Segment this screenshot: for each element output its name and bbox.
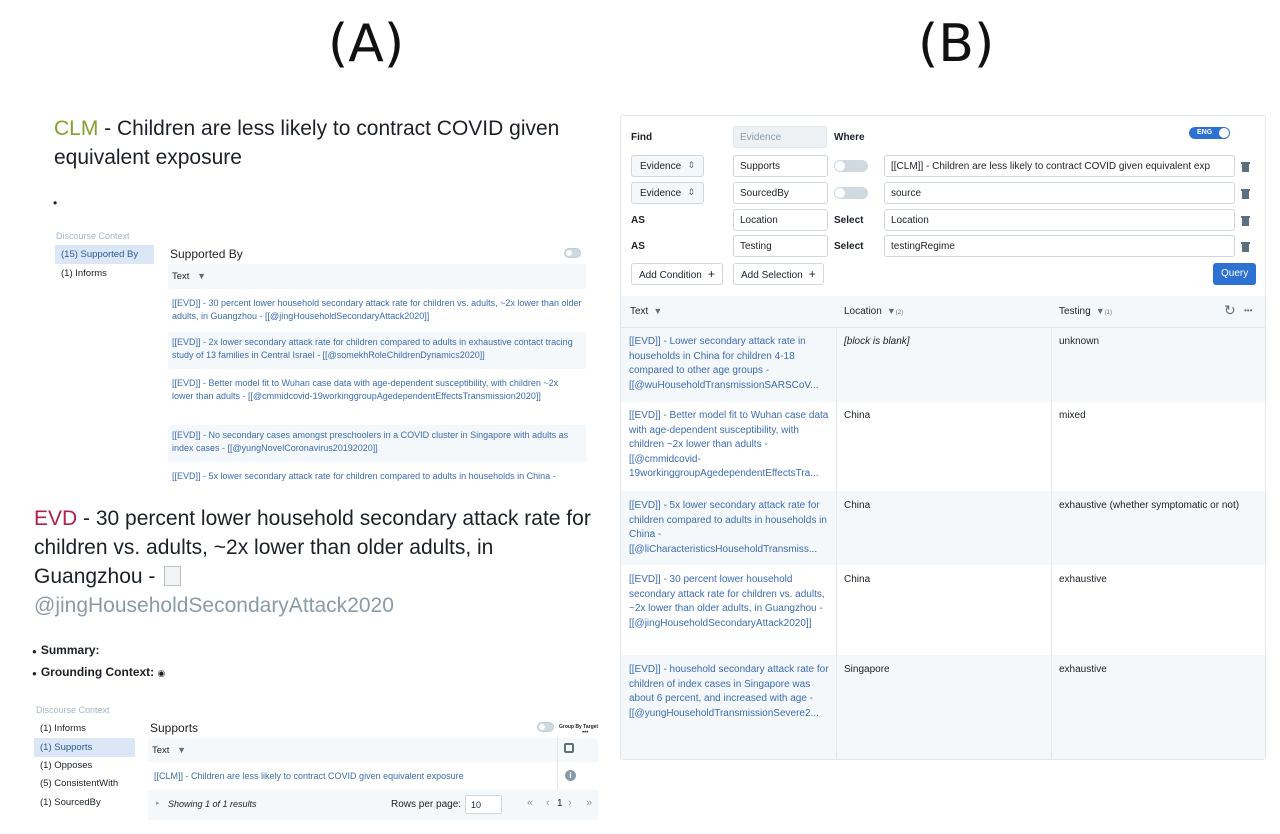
plus-icon: + xyxy=(707,267,715,281)
result-testing-cell[interactable]: unknown xyxy=(1059,336,1100,347)
last-page-button[interactable]: » xyxy=(586,797,593,809)
delete-selection-icon[interactable] xyxy=(1241,241,1250,252)
table-row[interactable]: [[EVD]] - 5x lower secondary attack rate for children compared to adults in households in China - xyxy=(172,471,556,481)
plus-icon: + xyxy=(808,267,816,281)
find-label: Find xyxy=(631,132,653,143)
discourse-context-header: Discourse Context xyxy=(56,231,130,241)
document-icon xyxy=(164,566,181,586)
summary-property xyxy=(32,643,100,657)
result-location-cell[interactable]: Singapore xyxy=(844,664,890,675)
column-divider xyxy=(836,328,837,760)
first-page-button[interactable]: « xyxy=(527,797,534,809)
context-item-sourced-by[interactable]: (1) SourcedBy xyxy=(40,797,101,808)
condition-negate-toggle[interactable] xyxy=(834,187,868,199)
evidence-title xyxy=(34,504,604,620)
results-header xyxy=(621,296,1266,328)
caret-icon: ⇕ xyxy=(687,187,695,197)
filter-icon[interactable]: ▼ xyxy=(197,271,206,281)
showing-results: Showing 1 of 1 results xyxy=(168,799,257,809)
result-text-cell[interactable]: [[EVD]] - household secondary attack rate for children of index cases in Singapore was about 6 percent, and increased with age - [[@yungHouseholdTransmissionSevere2... xyxy=(629,664,829,719)
more-icon[interactable]: ••• xyxy=(582,730,589,736)
current-page[interactable]: 1 xyxy=(557,798,563,809)
claim-title xyxy=(54,114,594,172)
condition-relation-input[interactable]: Supports xyxy=(733,155,828,177)
grounding-property xyxy=(32,665,165,679)
sort-badge: (1) xyxy=(1104,310,1112,316)
discourse-context-header: Discourse Context xyxy=(36,705,110,715)
result-testing-cell[interactable]: exhaustive (whether symptomatic or not) xyxy=(1059,500,1240,511)
filter-icon[interactable]: ▼ xyxy=(886,306,896,316)
evidence-text: - 30 percent lower household secondary attack rate for children vs. adults, ~2x lower than older adults, in Guangzhou - xyxy=(34,507,591,588)
selection-value-input[interactable]: Location xyxy=(884,209,1235,231)
table-row[interactable]: [[EVD]] - 30 percent lower household secondary attack rate for children vs. adults, ~2x lower than older adults, in Guangzhou - [[@jingHouseholdSecondaryAttack2020]] xyxy=(172,298,582,321)
evidence-handle[interactable]: @jingHouseholdSecondaryAttack2020 xyxy=(34,594,394,617)
context-item-informs[interactable]: (1) Informs xyxy=(61,268,107,279)
context-item-opposes[interactable]: (1) Opposes xyxy=(40,760,93,771)
select-label: Select xyxy=(834,241,864,252)
condition-type-select[interactable]: Evidence ⇕ xyxy=(631,155,704,177)
text-column-header[interactable] xyxy=(168,264,586,289)
empty-bullet: • xyxy=(53,196,58,210)
eng-label: ENG xyxy=(1197,129,1213,136)
column-divider xyxy=(557,738,558,790)
filter-icon[interactable]: ▼ xyxy=(177,745,186,755)
column-header-text[interactable]: Text ▼ xyxy=(630,306,663,317)
more-icon[interactable]: ••• xyxy=(1244,306,1253,315)
selection-label-input[interactable]: Location xyxy=(733,209,828,231)
as-label: AS xyxy=(631,241,645,252)
add-condition-button[interactable]: Add Condition + xyxy=(631,263,723,285)
expand-arrow-icon[interactable]: ▸ xyxy=(156,800,160,807)
panel-label-b: (B) xyxy=(918,14,995,74)
result-text-cell[interactable]: [[EVD]] - 30 percent lower household secondary attack rate for children vs. adults, ~2x lower than older adults, in Guangzhou - [[@jingHouseholdSecondaryAttack2020]] xyxy=(629,574,825,629)
table-row[interactable]: [[CLM]] - Children are less likely to contract COVID given equivalent exposure xyxy=(154,771,464,781)
query-button[interactable]: Query xyxy=(1213,263,1256,285)
column-header-testing[interactable]: Testing ▼(1) xyxy=(1059,306,1112,317)
result-location-cell[interactable]: [block is blank] xyxy=(844,336,910,347)
selection-value-input[interactable]: testingRegime xyxy=(884,235,1235,257)
panel-label-a: (A) xyxy=(328,14,405,74)
grounding-label: Grounding Context: xyxy=(40,665,155,679)
caret-icon: ⇕ xyxy=(687,160,695,170)
column-header-location[interactable]: Location ▼(2) xyxy=(844,306,904,317)
group-by-target-toggle[interactable] xyxy=(537,722,554,732)
rows-per-page-input[interactable]: 10 xyxy=(465,795,502,814)
sort-badge: (2) xyxy=(895,310,904,316)
eye-icon[interactable]: ◉ xyxy=(157,668,166,678)
claim-tag: CLM xyxy=(54,117,99,140)
bullet-icon[interactable]: ● xyxy=(32,669,37,678)
condition-target-input[interactable]: source xyxy=(884,182,1235,204)
delete-condition-icon[interactable] xyxy=(1241,161,1250,172)
context-item-supports[interactable]: (1) Supports xyxy=(34,738,135,757)
result-text-cell[interactable]: [[EVD]] - Better model fit to Wuhan case data with age-dependent susceptibility, with children ~2x lower than adults - [[@cmmidcovid-19workinggroupAgedependentEffectsTra... xyxy=(629,410,829,480)
context-item-supported-by[interactable]: (15) Supported By xyxy=(55,245,154,264)
text-column-header[interactable] xyxy=(148,738,598,762)
table-row[interactable]: [[EVD]] - No secondary cases amongst preschoolers in a COVID cluster in Singapore with adults as index cases - [[@yungNovelCoronavirus20192020]] xyxy=(168,425,586,462)
where-label: Where xyxy=(834,132,865,143)
filter-icon[interactable]: ▼ xyxy=(1095,306,1105,316)
text-column-label: Text xyxy=(152,745,170,756)
as-label: AS xyxy=(631,215,645,226)
table-row[interactable]: [[EVD]] - Better model fit to Wuhan case data with age-dependent susceptibility, with children ~2x lower than adults - [[@cmmidcovid-19workinggroupAgedependentEffectsTransmission2020]] xyxy=(172,378,559,401)
supports-title: Supports xyxy=(150,721,199,735)
condition-type-select[interactable]: Evidence ⇕ xyxy=(631,182,704,204)
summary-label: Summary: xyxy=(40,643,100,657)
condition-relation-input[interactable]: SourcedBy xyxy=(733,182,828,204)
query-builder-panel xyxy=(620,115,1266,760)
group-by-target-label: Group By Target xyxy=(559,724,599,730)
refresh-icon[interactable]: ↻ xyxy=(1224,302,1236,318)
column-divider xyxy=(1051,328,1052,760)
result-location-cell[interactable]: China xyxy=(844,574,871,585)
text-column-label: Text xyxy=(172,271,190,282)
condition-negate-toggle[interactable] xyxy=(834,160,868,172)
result-location-cell[interactable]: China xyxy=(844,410,871,421)
group-toggle[interactable] xyxy=(564,248,581,258)
claim-text: - Children are less likely to contract COVID given equivalent exposure xyxy=(54,117,560,169)
bullet-icon[interactable]: ● xyxy=(32,647,37,656)
filter-icon[interactable]: ▼ xyxy=(653,306,663,316)
group-icon[interactable] xyxy=(564,743,574,753)
select-label: Select xyxy=(834,215,864,226)
supported-by-title: Supported By xyxy=(170,247,243,261)
prev-page-button[interactable]: ‹ xyxy=(546,797,550,809)
find-input[interactable]: Evidence xyxy=(733,126,827,148)
eng-toggle[interactable] xyxy=(1189,127,1230,139)
result-location-cell[interactable]: China xyxy=(844,500,871,511)
context-item-informs[interactable]: (1) Informs xyxy=(40,723,86,734)
delete-condition-icon[interactable] xyxy=(1241,188,1250,199)
selection-label-input[interactable]: Testing xyxy=(733,235,828,257)
info-icon[interactable]: i xyxy=(565,770,576,781)
rows-per-page-label: Rows per page: xyxy=(391,799,462,810)
result-text-cell[interactable]: [[EVD]] - Lower secondary attack rate in households in China for children 4-18 compared to other age groups - [[@wuHouseholdTransmissionSARSCoV... xyxy=(629,336,819,391)
delete-selection-icon[interactable] xyxy=(1241,215,1250,226)
next-page-button[interactable]: › xyxy=(568,797,572,809)
result-text-cell[interactable]: [[EVD]] - 5x lower secondary attack rate for children compared to adults in households in China - [[@liCharacteristicsHouseholdTransmiss... xyxy=(629,500,827,555)
result-testing-cell[interactable]: mixed xyxy=(1059,410,1086,421)
evidence-tag: EVD xyxy=(34,507,78,530)
condition-target-input[interactable]: [[CLM]] - Children are less likely to contract COVID given equivalent exp xyxy=(884,155,1235,177)
result-testing-cell[interactable]: exhaustive xyxy=(1059,664,1107,675)
result-testing-cell[interactable]: exhaustive xyxy=(1059,574,1107,585)
add-selection-button[interactable]: Add Selection + xyxy=(733,263,824,285)
context-item-consistent-with[interactable]: (5) ConsistentWith xyxy=(40,778,119,789)
table-row[interactable]: [[EVD]] - 2x lower secondary attack rate for children compared to adults in exhaustive contact tracing study of 13 families in Central Israel - [[@somekhRoleChildrenDynamics2020]] xyxy=(168,332,586,369)
